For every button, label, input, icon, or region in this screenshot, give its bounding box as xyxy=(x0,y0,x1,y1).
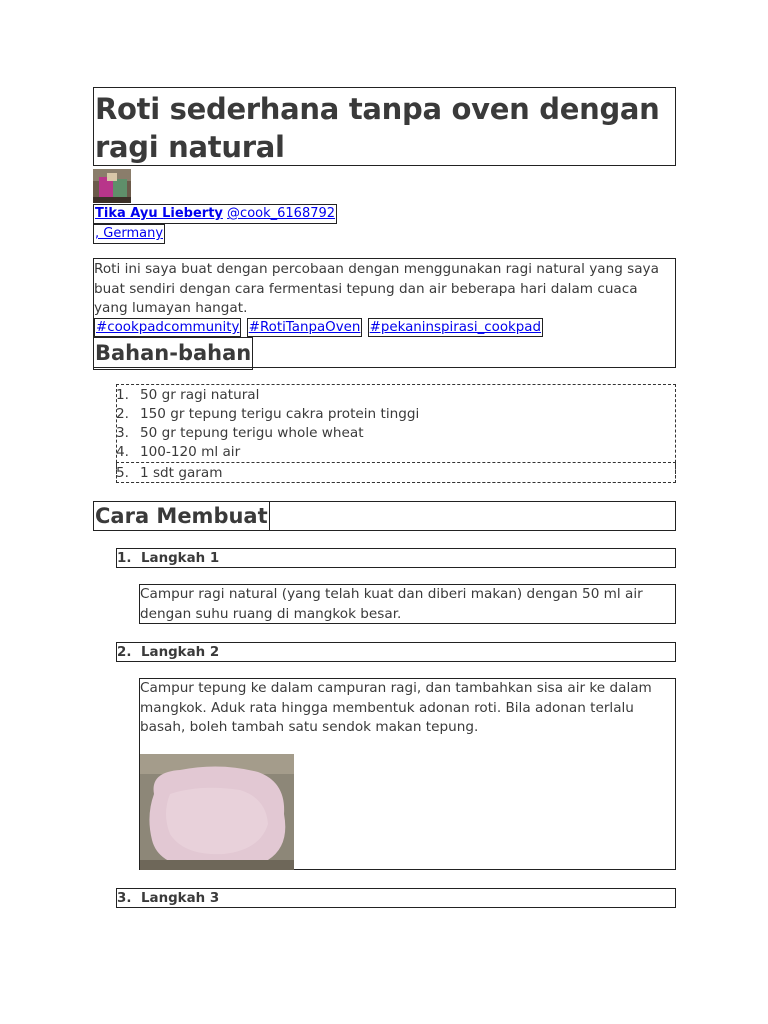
tag-cookpadcommunity[interactable]: #cookpadcommunity xyxy=(96,320,240,335)
ingredient-text: 100-120 ml air xyxy=(140,444,241,460)
tag-list xyxy=(94,318,544,337)
ingredient-item xyxy=(116,405,419,424)
tag-rotitanpaoven[interactable]: #RotiTanpaOven xyxy=(248,320,361,335)
step-number: 3. xyxy=(117,891,132,906)
step-heading xyxy=(116,642,676,662)
ingredients-heading: Bahan-bahan xyxy=(93,337,253,370)
ingredient-number: 1. xyxy=(116,387,129,403)
step-heading xyxy=(116,548,676,568)
step-label: Langkah 1 xyxy=(141,551,220,566)
tag-pekaninspirasi[interactable]: #pekaninspirasi_cookpad xyxy=(369,320,542,335)
step-text: Campur tepung ke dalam campuran ragi, dan tambahkan sisa air ke dalam mangkok. Aduk rata hingga membentuk adonan roti. Bila adonan terlalu basah, boleh tambah satu sendok makan tepung. xyxy=(140,680,652,735)
ingredient-number: 2. xyxy=(116,406,129,422)
recipe-title: Roti sederhana tanpa oven dengan ragi natural xyxy=(93,87,676,166)
steps-heading: Cara Membuat xyxy=(93,501,270,531)
step-label: Langkah 2 xyxy=(141,645,220,660)
ingredient-number: 3. xyxy=(116,425,129,441)
author-location[interactable]: , Germany xyxy=(93,224,165,244)
step-photo[interactable] xyxy=(140,754,294,870)
author-line xyxy=(93,204,337,224)
step-label: Langkah 3 xyxy=(141,891,220,906)
author-avatar[interactable] xyxy=(93,169,131,203)
author-handle-link[interactable]: @cook_6168792 xyxy=(227,206,336,221)
ingredient-item xyxy=(116,424,364,443)
step-number: 1. xyxy=(117,551,132,566)
ingredient-number: 4. xyxy=(116,444,129,460)
ingredient-text: 50 gr ragi natural xyxy=(140,387,260,403)
ingredient-text: 1 sdt garam xyxy=(140,465,223,481)
recipe-description: Roti ini saya buat dengan percobaan dengan menggunakan ragi natural yang saya buat sendiri dengan cara fermentasi tepung dan air beberapa hari dalam cuaca yang lumayan hangat. xyxy=(94,261,659,316)
ingredient-text: 150 gr tepung terigu cakra protein tinggi xyxy=(140,406,420,422)
ingredient-item xyxy=(116,386,259,405)
step-body-with-photo xyxy=(139,678,676,870)
step-body: Campur ragi natural (yang telah kuat dan diberi makan) dengan 50 ml air dengan suhu ruang di mangkok besar. xyxy=(139,584,676,624)
author-name-link[interactable]: Tika Ayu Lieberty xyxy=(95,206,223,221)
ingredient-item xyxy=(116,443,240,462)
ingredient-item xyxy=(116,464,222,483)
step-heading xyxy=(116,888,676,908)
steps-section-header xyxy=(93,501,676,531)
ingredient-text: 50 gr tepung terigu whole wheat xyxy=(140,425,364,441)
step-number: 2. xyxy=(117,645,132,660)
ingredient-number: 5. xyxy=(116,465,129,481)
